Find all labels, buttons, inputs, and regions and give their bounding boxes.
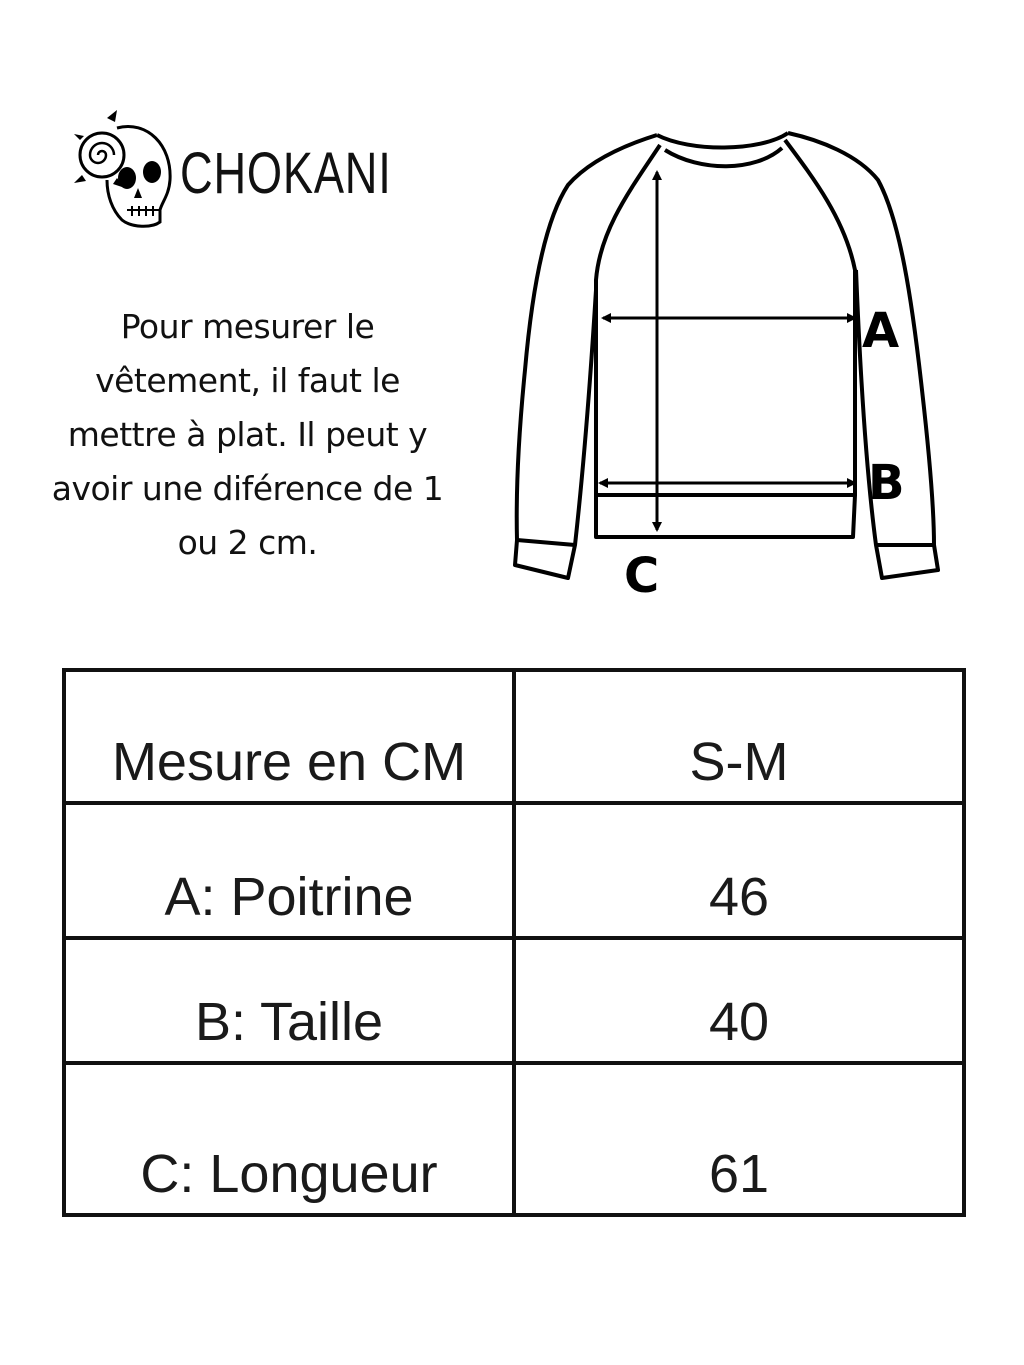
- brand-name: CHOKANI: [180, 141, 392, 206]
- value-cell: 61: [514, 1063, 964, 1215]
- label-b: B: [868, 455, 905, 511]
- measure-cell: A: Poitrine: [64, 803, 514, 938]
- header-cell: Mesure en CM: [64, 670, 514, 803]
- value-cell: 46: [514, 803, 964, 938]
- measure-cell: C: Longueur: [64, 1063, 514, 1215]
- table-row: [64, 938, 964, 1063]
- table-row: [64, 803, 964, 938]
- size-table: [62, 668, 966, 1217]
- header-cell: S-M: [514, 670, 964, 803]
- label-c: C: [624, 548, 660, 604]
- table-header-row: [64, 670, 964, 803]
- measure-cell: B: Taille: [64, 938, 514, 1063]
- label-a: A: [862, 303, 900, 359]
- table-row: [64, 1063, 964, 1215]
- measurement-instructions: Pour mesurer le vêtement, il faut le mettre à plat. Il peut y avoir une diférence de 1 ou 2 cm.: [51, 307, 444, 562]
- sweater-outline: [515, 135, 657, 578]
- value-cell: 40: [514, 938, 964, 1063]
